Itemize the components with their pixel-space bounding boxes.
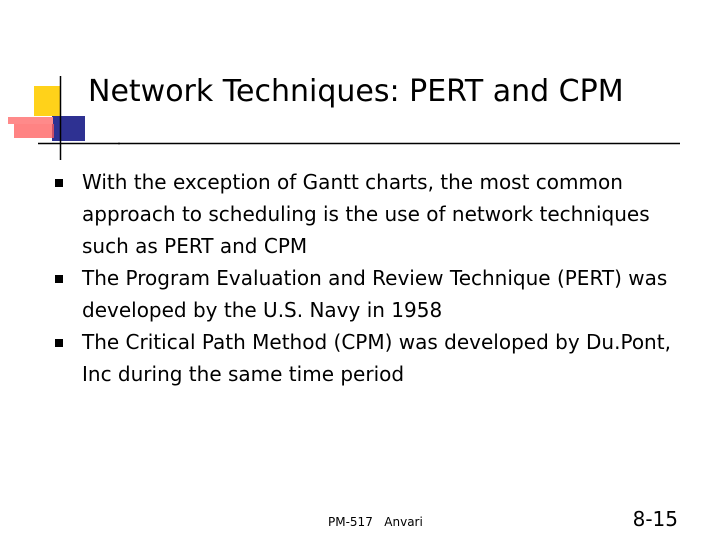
square-bullet-icon bbox=[55, 179, 63, 187]
bullet-text: The Critical Path Method (CPM) was developed by Du.Pont, Inc during the same time period bbox=[82, 330, 671, 386]
footer-text bbox=[328, 514, 423, 530]
bullet-text: The Program Evaluation and Review Technique (PERT) was developed by the U.S. Navy in 1958 bbox=[82, 266, 668, 322]
bullet-item-2 bbox=[52, 262, 672, 326]
footer-author: Anvari bbox=[384, 515, 423, 529]
slide-title: Network Techniques: PERT and CPM bbox=[88, 74, 624, 109]
footer-course: PM-517 bbox=[328, 515, 373, 529]
square-bullet-icon bbox=[55, 339, 63, 347]
bullet-text: With the exception of Gantt charts, the most common approach to scheduling is the use of network techniques such as PERT and CPM bbox=[82, 170, 650, 258]
bullet-item-3 bbox=[52, 326, 672, 390]
bullet-list bbox=[52, 166, 672, 390]
square-bullet-icon bbox=[55, 275, 63, 283]
bullet-item-1 bbox=[52, 166, 672, 262]
slide-number: 8-15 bbox=[632, 507, 678, 531]
